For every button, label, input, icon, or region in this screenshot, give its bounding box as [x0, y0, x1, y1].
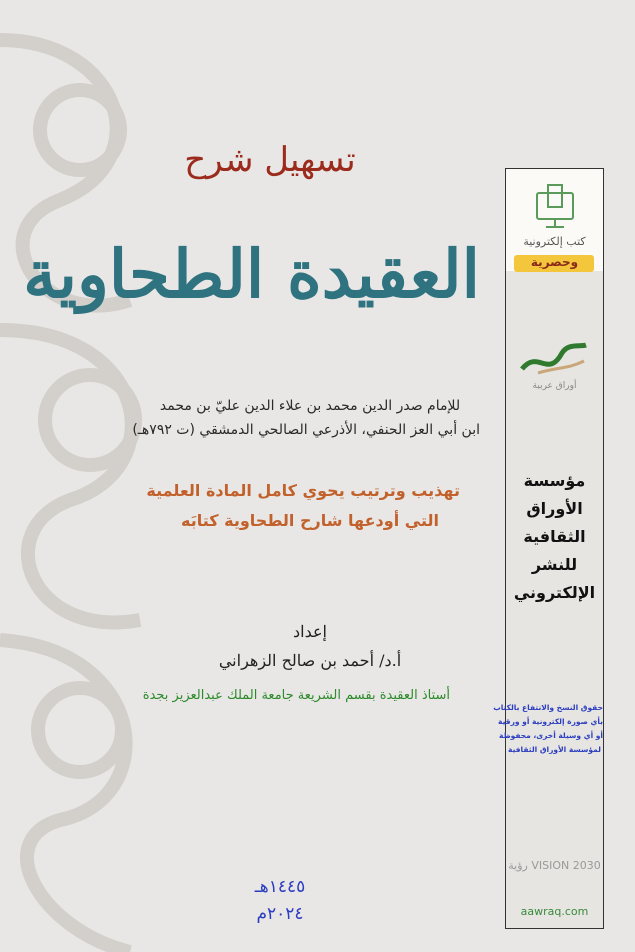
- publisher-line: الأوراق: [526, 499, 583, 518]
- subtitle-line-1: تهذيب وترتيب يحوي كامل المادة العلمية: [146, 481, 460, 500]
- vision-2030-logo: VISION 2030 رؤية: [508, 859, 601, 872]
- ebook-computer-icon: [534, 181, 576, 229]
- prepared-label: إعداد: [293, 622, 327, 641]
- exclusive-label: وحصرية: [530, 255, 579, 269]
- publisher-line: للنشر: [531, 555, 578, 574]
- title-small: تسهيل شرح: [184, 140, 356, 180]
- year-hijri: ١٤٤٥هـ: [254, 877, 306, 897]
- website-link[interactable]: aawraq.com: [520, 905, 589, 918]
- preparer-name: أ.د/ أحمد بن صالح الزهراني: [218, 651, 402, 670]
- ebooks-banner: [506, 169, 603, 271]
- affiliation: أستاذ العقيدة بقسم الشريعة جامعة الملك عبدالعزيز بجدة: [142, 688, 450, 703]
- ebooks-label: كتب إلكترونية: [523, 235, 586, 248]
- publisher-line: مؤسسة: [523, 471, 586, 490]
- copyright-line: لمؤسسة الأوراق الثقافية: [508, 745, 601, 754]
- publisher-strip: [493, 168, 604, 929]
- publisher-line: الثقافية: [523, 527, 586, 546]
- copyright-line: بأي صورة إلكترونية أو ورقية: [498, 717, 603, 726]
- copyright-line: حقوق النسخ والانتفاع بالكتاب: [493, 703, 603, 712]
- year-gregorian: ٢٠٢٤م: [256, 904, 304, 924]
- book-title: العقيدة الطحاوية: [23, 235, 480, 313]
- subtitle-line-2: التي أودعها شارح الطحاوية كتابَه: [181, 511, 439, 530]
- author-line-2: ابن أبي العز الحنفي، الأذرعي الصالحي الدمشقي (ت ٧٩٢هـ): [132, 422, 480, 438]
- publisher-line: الإلكتروني: [513, 583, 596, 602]
- awraq-logo: [518, 339, 590, 379]
- author-line-1: للإمام صدر الدين محمد بن علاء الدين عليّ بن محمد: [159, 398, 461, 414]
- copyright-line: أو أي وسيلة أخرى، محفوظة: [499, 731, 603, 740]
- awraq-logo-text: أوراق عربية: [532, 381, 577, 391]
